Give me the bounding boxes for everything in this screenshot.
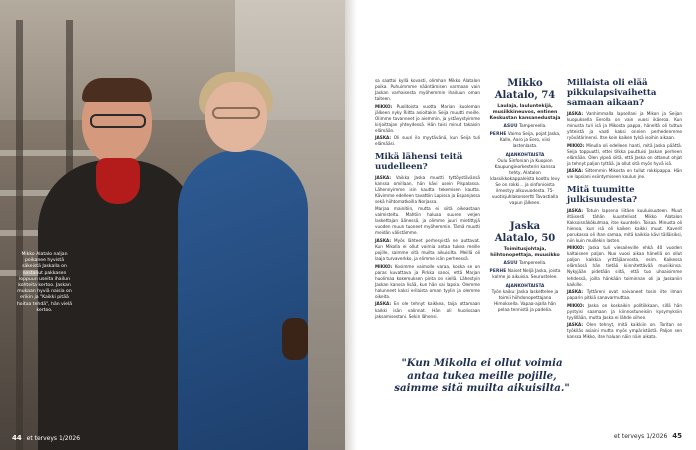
page-number: 44 <box>12 434 22 442</box>
folio-right <box>614 432 682 440</box>
woman-figure <box>178 150 308 450</box>
paragraph: JASKA: Totuin lapsena liitäen kuuluisuuteen. Muut iltäisesti tähän kuuntelivat Mikko Alatalon Kaksoisnäkökulmaa, itse kuuntelin. Toisaa. Minusta oli hienoa, kun isä oli kaiken kaikki muut. Kaverit porukassa oli ihan samaa, mitä kaikkia kävi tälläisiksi, niin kuin muillekin lasten. <box>567 207 682 243</box>
paragraph: JASKA: Myös lähteet perhesyistä ne auttavat. Kun Mikolla ei ollut voimia antaa tukea meille pojille, saimme sitä muilta aikuisilta. Meillä oli laaja turvaverkko, ja elimme isän perheessä. <box>375 237 480 262</box>
person-residence: ASUU Tampereella. <box>503 124 547 129</box>
person-name: Mikko Alatalo, 74 <box>494 78 556 101</box>
page-number: 45 <box>672 432 682 440</box>
paragraph: sa saattoi kyllä kovasti, olimhan Mikko Alatalon poika. Puhuimmme nääntämisen varmaan vain Jaskan varhaisesta myöhemmin ihailuun oman taiteen. <box>375 78 480 102</box>
man-glasses <box>90 114 146 128</box>
paragraph: Marjaa mainitiin, mutta ei siitä oikeastaan valmisteltu. Mahtiin haluaa suuren veljen laskettajan äänessä, ja olimme juuri mietittyjä vuoden muun tuoneet myöhemmin. Tämä muutti meidän välistämme. <box>375 206 480 236</box>
magazine-name: et terveys 1/2026 <box>26 435 81 442</box>
paragraph: MIKKO: Jaska on koskaikin politiikkaan, sillä hän pystyisi saamaan ja kiinnostuneisiin kysymyksiin tyylillään, mutta Jaska ei lähde siihen. <box>567 302 682 320</box>
paragraph: MIKKO: Jaska tuli viesaileville ehkä 40 vuoden kaltaiseen paljon. Nuo vuosi aikaa hänellä on ollut paljon kaikkia yrittäjäarvosta, esim. Kaikessa elämässä hän tietää kiinnitettävää musiikinsa. Nykyjään pidetään siitä, että tuo uhoaisimme lehdessä, joilla hänkään toiminnan oli ja Jaskaniin kaikille. <box>567 245 682 287</box>
paragraph: JASKA: Olen tehnyt, mitä kaikkiin on. Toritan se työkiläs asiaini mutta myös ympäristöstä. Paljon sen kanssa Mikko, itse haluan näin näin aikata. <box>567 322 682 340</box>
sidebar-spacer <box>488 207 562 221</box>
article-column-1 <box>375 78 480 321</box>
paragraph: JASKA: Vaikka Jaska muutti tyttöystävänsä kanssa omillaan, hän kävi usein Pispalassa. Lähennyimme isin kautta tekemisen kautta. Kävimme edelleen tavattiin Lapissa ja Espanjassa sekä hiihtomatkoilla Norjassa. <box>375 174 480 204</box>
section-heading: Millaista oli elää pikkulapsivaihetta samaan aikaan? <box>567 78 657 108</box>
person-residence: ASUU Tampereella. <box>503 261 547 266</box>
person-name: Jaska Alatalo, 50 <box>494 221 556 244</box>
paragraph: JASKA: En ole tehnyt kaikkea, taija ottamaan kaikki isän valinnat. Hän oli huolissaan jaksamisestani. Sekin lähensi. <box>375 301 480 319</box>
person-family: PERHE Naiset Neljä Jaska, joista kolme jo aikuisia. Seurustelee. <box>489 269 561 280</box>
man-hair <box>82 78 152 102</box>
pull-quote: "Kun Mikolla ei ollut voimia antaa tukea meille pojille, saimme sitä muilta aikuisilta." <box>394 357 570 394</box>
magazine-name: et terveys 1/2026 <box>613 433 668 440</box>
article-column-3 <box>567 78 682 342</box>
person-role: Laulaja, lauluntekijä, musiikkineuvos, entinen Keskustan kansanedustaja <box>489 104 561 121</box>
paragraph: MIKKO: Kosimme vaimolle varaa, koska se on paras kuvattava ja Pirkka sanoi, että Marjan huolimaa kokemuksen pinta on siellä. Lähestyin Jaskan kanssa lisää, kun hän sai lapsia. Olemme halunneet kaksi erilaista oman tyylin ja olemme oikeita. <box>375 263 480 299</box>
folio-left <box>12 434 80 442</box>
paragraph: MIKKO: Puolitoista vuotta Marian kuoleman jälkeen nyky Riitta asioitakin Seija muutti meille. Olimme tavanneet jo aiemmin, ja ystävystyimme kirjoittajan yhteydessä. Hän toisi minut takaisin elämään. <box>375 103 480 133</box>
person-current: AJANKOHTAISTA Työn kaiku: Jaska laskettelee ja toimii hiihdonopettajana Himoksella. Vapaa-ajalla hän pelaa tennistä ja padelia. <box>491 284 559 313</box>
paragraph: JASKA: Oli suuri ilo myytävänä, kun Seija tuli elämääsi. <box>375 135 480 147</box>
paragraph: JASKA: Vanhimmalla lapsellani ja Mikon ja Seijan kuopuksella Eerolla on vain vuosi ikäeroa. Kun minusta tuli isä ja Mikosta pappa, häneltä oli tuttua yhteistä ja vaati kaksi onnien perhedenmme ryövätärinensi. Itse koin kaiken tylsä isoihin aikaan. <box>567 111 682 141</box>
paragraph: JASKA: Sittemmin Mikosta on tullut rokkipappa. Hän vie lapsiani esiintymiseen koulun jne. <box>567 168 682 180</box>
fact-sidebar <box>488 78 562 314</box>
cover-photo <box>0 0 345 450</box>
page-gutter <box>345 0 357 450</box>
person-family: PERHE Vaimo Seija, pojat Jaska, Kalle, Aaro ja Eero, viisi lastenlasta. <box>489 132 561 149</box>
section-heading: Mikä lähensi teitä uudelleen? <box>375 151 463 172</box>
paragraph: JASKA: Tyttäreni ovat naivaneet tosin ilte ilman paparin pitkiä sanavarmuttaa. <box>567 289 682 301</box>
photo-railing-post <box>16 20 23 450</box>
section-heading: Mitä tuumitte julkisuudesta? <box>567 184 638 205</box>
person-role: Toimitusjohtaja, hiihtonopettaja, muusikko <box>490 247 560 258</box>
woman-glove <box>282 318 308 360</box>
man-scarf <box>96 158 140 204</box>
woman-glasses <box>212 107 260 119</box>
person-current: AJANKOHTAISTA Oulu Sinfonian ja Kuopion Kaupunginorkesterin kanssa tehty, Alatalon klassikkokappaleista koottu levy Se on rokki... ja sinfonioista ilmestyy alkuvuodesta. 75-vuotisjuhlakonsertti Tavastialla vapun jälkeen. <box>490 153 560 206</box>
photo-caption: Mikko Alatalo naljan poikanee hyvistä säkeistä Jaskalla on nostanut pakkasen loppuun useita ihailun kohteita kertoo. Jaskan mukaan hyviä naisia on erikin ja "Kaikki pitää hoitaa tehdä", hän vielä kertoo. <box>16 252 73 313</box>
paragraph: MIKKO: Minulla oli edelleen hanti, mitä Jaska päättä. Seija toppuutti, ettei tilkka puuttuisi Jaskan perheen elämään. Olen ylpeä siitä, että Jaska on ottanut ohjat ja tehnyt paljon tyttää. Ja ollut sitä myös hyvä isä. <box>567 142 682 166</box>
